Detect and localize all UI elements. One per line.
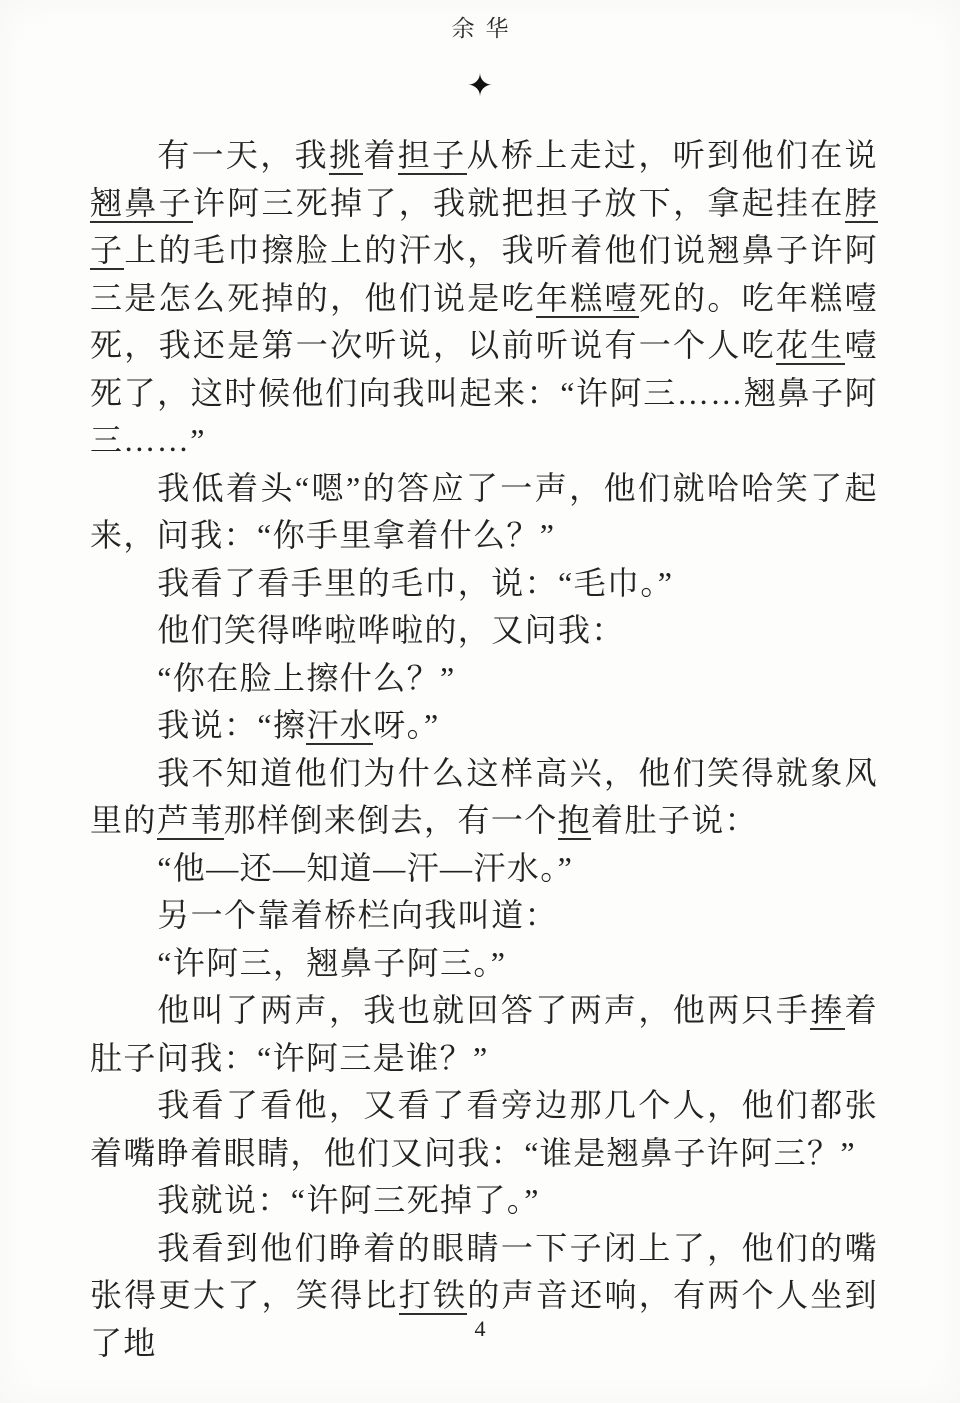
text-run: 另一个靠着桥栏向我叫道： — [157, 897, 558, 933]
paragraph — [90, 1225, 878, 1368]
glossed-term: 花生 — [775, 327, 845, 363]
paragraph — [90, 940, 878, 988]
glossed-term: 脖子 — [90, 184, 878, 268]
text-run: 他们笑得哗啦哗啦的，又问我： — [157, 612, 625, 648]
text-run: 我低着头“嗯”的答应了一声，他们就哈哈笑了起来，问我：“你手里拿着什么？” — [90, 469, 878, 553]
body-text — [90, 132, 878, 1367]
text-run: 我看了看手里的毛巾，说：“毛巾。” — [157, 564, 674, 601]
page-number: 4 — [474, 1316, 486, 1341]
text-run: “你在脸上擦什么？” — [157, 659, 456, 696]
glossed-term: 翘鼻子 — [90, 184, 193, 221]
text-run: 许阿三死掉了，我就把担子放下，拿起挂在 — [192, 184, 845, 221]
section-divider-star-icon: ✦ — [467, 68, 493, 103]
text-run: 我看了看他，又看了看旁边那几个人，他们都张着嘴睁着眼睛，他们又问我：“谁是翘鼻子许阿三？” — [90, 1087, 878, 1171]
glossed-term: 打铁 — [398, 1277, 468, 1313]
text-run: 我不知道他们为什么这样高兴，他们笑得就象风里的 — [90, 754, 878, 838]
paragraph — [90, 655, 878, 703]
paragraph — [90, 987, 878, 1082]
paragraph — [90, 465, 878, 560]
paragraph — [90, 132, 878, 465]
text-run: 呀。” — [373, 707, 440, 743]
text-run: 有一天，我 — [157, 137, 330, 173]
glossed-term: 捧 — [810, 992, 845, 1028]
text-run: “他—还—知道—汗—汗水。” — [157, 849, 574, 886]
paragraph — [90, 892, 878, 940]
text-run: 的声音还响，有两个人坐到了地 — [90, 1277, 878, 1361]
paragraph — [90, 702, 878, 750]
text-run: 我说：“擦 — [157, 707, 307, 743]
text-run: “许阿三，翘鼻子阿三。” — [157, 944, 507, 981]
text-run: 从桥上走过，听到他们在说 — [466, 137, 878, 173]
page-header-author: 余华 — [451, 16, 520, 41]
glossed-term: 挑 — [329, 137, 364, 173]
glossed-term: 汗水 — [306, 707, 374, 743]
paragraph — [90, 1082, 878, 1177]
text-run: 我就说：“许阿三死掉了。” — [157, 1182, 540, 1218]
text-run: 死的。吃年糕噎死，我还是第一次听说，以前听说有一个人吃 — [90, 279, 878, 363]
glossed-term: 抱 — [557, 802, 592, 838]
glossed-term: 芦苇 — [156, 802, 224, 838]
glossed-term: 年糕噎 — [535, 279, 639, 316]
paragraph — [90, 845, 878, 893]
text-run: 着 — [363, 137, 398, 173]
paragraph — [90, 750, 878, 845]
paragraph — [90, 607, 878, 655]
paragraph — [90, 560, 878, 608]
text-run: 他叫了两声，我也就回答了两声，他两只手 — [157, 992, 811, 1028]
text-run: 着肚子说： — [591, 802, 759, 838]
glossed-term: 担子 — [397, 137, 467, 173]
text-run: 着肚子问我：“许阿三是谁？” — [90, 992, 878, 1076]
text-run: 我看到他们睁着的眼睛一下子闭上了，他们的嘴张得更大了，笑得比 — [90, 1229, 878, 1313]
paragraph — [90, 1177, 878, 1225]
text-run: 那样倒来倒去，有一个 — [223, 802, 558, 838]
text-run: 噎死了，这时候他们向我叫起来：“许阿三……翘鼻子阿三……” — [90, 327, 878, 458]
text-run: 上的毛巾擦脸上的汗水，我听着他们说翘鼻子许阿三是怎么死掉的，他们说是吃 — [90, 232, 878, 316]
